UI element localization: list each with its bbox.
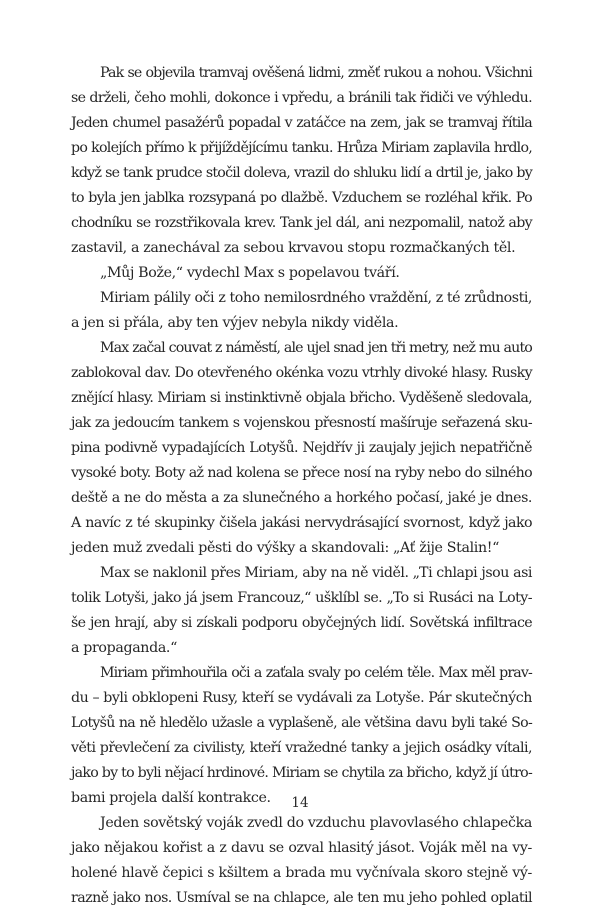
page-number: 14 [291,795,309,811]
text-line: Pak se objevila tramvaj ověšená lidmi, změť rukou a nohou. Všichni [100,65,532,81]
text-line: holené hlavě čepici s kšiltem a brada mu vyčnívala skoro stejně vý- [71,865,532,881]
text-line: „Můj Bože,“ vydechl Max s popelavou tváří. [100,265,400,281]
text-line: še jen hrají, aby si získali podporu obyčejných lidí. Sovětská infiltrace [71,615,532,631]
text-line: znějící hlasy. Miriam si instinktivně objala břicho. Vyděšeně sledovala, [71,390,532,406]
text-line: chodníku se rozstřikovala krev. Tank jel dál, ani nezpomalil, natož aby [71,215,532,231]
text-line: zablokoval dav. Do otevřeného okénka vozu vtrhly divoké hlasy. Rusky [71,365,532,381]
text-line: A navíc z té skupinky čišela jakási nervydrásající svornost, když jako [71,515,532,531]
text-line: zastavil, a zanechával za sebou krvavou stopu rozmačkaných těl. [71,240,516,256]
text-line: tolik Lotyši, jako já jsem Francouz,“ ušklíbl se. „To si Rusáci na Loty- [71,590,532,606]
paragraph [71,561,532,661]
text-line: du – byli obklopeni Rusy, kteří se vydávali za Lotyše. Pár skutečných [71,690,532,706]
paragraph [71,286,532,336]
text-line: jak za jedoucím tankem s vojenskou přesností mašíruje seřazená sku- [71,415,532,431]
paragraph [71,61,532,261]
paragraph [71,336,532,561]
text-line: jeden muž zvedali pěsti do výšky a skandovali: „Ať žije Stalin!“ [71,540,500,556]
text-line: Jeden chumel pasažérů popadal v zatáčce na zem, jak se tramvaj řítila [71,115,532,131]
text-line: razně jako nos. Usmíval se na chlapce, ale ten mu jeho pohled oplatil [71,890,532,906]
text-line: Max začal couvat z náměstí, ale ujel snad jen tři metry, než mu auto [100,340,532,356]
text-line: se drželi, čeho mohli, dokonce i vpředu, a bránili tak řidiči ve výhledu. [71,90,532,106]
text-line: bami projela další kontrakce. [71,790,271,806]
text-line: a jen si přála, aby ten výjev nebyla nikdy viděla. [71,315,399,331]
text-line: jako nějakou kořist a z davu se ozval hlasitý jásot. Voják měl na vy- [71,840,532,856]
text-line: deště a ne do města a za slunečného a horkého počasí, jaké je dnes. [71,490,532,506]
text-line: a propaganda.“ [71,640,177,656]
paragraph [71,661,532,811]
text-line: Lotyšů na ně hledělo užasle a vyplašeně, ale většina davu byli také So- [71,715,532,731]
book-page-body [71,61,532,911]
text-line: po kolejích přímo k přijíždějícímu tanku. Hrůza Miriam zaplavila hrdlo, [71,140,532,156]
text-line: Jeden sovětský voják zvedl do vzduchu plavovlasého chlapečka [100,815,532,831]
paragraph [71,261,532,286]
text-line: to byla jen jablka rozsypaná po dlažbě. Vzduchem se rozléhal křik. Po [71,190,532,206]
text-line: když se tank prudce stočil doleva, vrazil do shluku lidí a drtil je, jako by [71,165,532,181]
text-line: Miriam přimhouřila oči a zaťala svaly po celém těle. Max měl prav- [100,665,532,681]
text-line: Miriam pálily oči z toho nemilosrdného vraždění, z té zrůdnosti, [100,290,532,306]
text-line: vysoké boty. Boty až nad kolena se přece nosí na ryby nebo do silného [71,465,532,481]
text-line: Max se naklonil přes Miriam, aby na ně viděl. „Ti chlapi jsou asi [100,565,532,581]
paragraph [71,811,532,911]
text-line: pina podivně vypadajících Lotyšů. Nejdřív ji zaujaly jejich nepatřičně [71,440,532,456]
text-line: věti převlečení za civilisty, kteří vražedné tanky a jejich osádky vítali, [71,740,532,756]
text-line: jako by to byli nějací hrdinové. Miriam se chytila za břicho, když jí útro- [71,765,532,781]
